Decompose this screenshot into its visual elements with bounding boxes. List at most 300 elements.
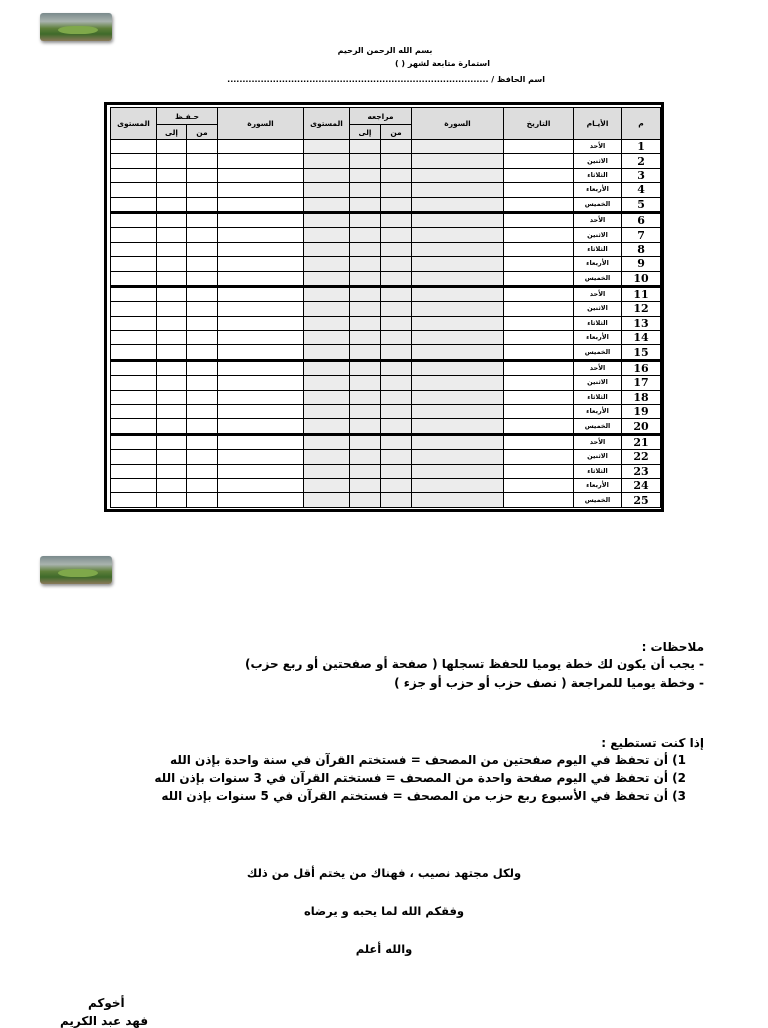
- memorize-level-cell[interactable]: [111, 405, 157, 419]
- review-level-cell[interactable]: [304, 271, 350, 286]
- memorize-level-cell[interactable]: [111, 464, 157, 478]
- review-level-cell[interactable]: [304, 464, 350, 478]
- memorize-from-cell[interactable]: [187, 197, 218, 212]
- review-surah-cell[interactable]: [412, 183, 504, 197]
- table-row: [111, 140, 661, 154]
- table-row: [111, 419, 661, 434]
- review-level-cell[interactable]: [304, 360, 350, 375]
- date-cell[interactable]: [504, 212, 574, 227]
- memorize-surah-cell[interactable]: [218, 212, 304, 227]
- review-from-cell[interactable]: [381, 316, 412, 330]
- row-number: 25: [622, 493, 661, 507]
- col-memorize: حـفـظ: [157, 108, 218, 125]
- review-level-cell[interactable]: [304, 345, 350, 360]
- review-from-cell[interactable]: [381, 478, 412, 492]
- memorize-from-cell[interactable]: [187, 493, 218, 507]
- memorize-to-cell[interactable]: [157, 434, 187, 449]
- row-day: الثلاثاء: [574, 464, 622, 478]
- review-from-cell[interactable]: [381, 331, 412, 345]
- memorize-surah-cell[interactable]: [218, 286, 304, 301]
- table-row: [111, 345, 661, 360]
- row-number: 24: [622, 478, 661, 492]
- table-row: [111, 302, 661, 316]
- row-number: 23: [622, 464, 661, 478]
- memorize-level-cell[interactable]: [111, 493, 157, 507]
- review-level-cell[interactable]: [304, 316, 350, 330]
- review-level-cell[interactable]: [304, 140, 350, 154]
- memorize-level-cell[interactable]: [111, 434, 157, 449]
- closing-line-2: وفقكم الله لما يحبه و يرضاه: [303, 904, 465, 918]
- ability-title: إذا كنت تستطيع :: [601, 736, 704, 750]
- review-surah-cell[interactable]: [412, 331, 504, 345]
- date-cell[interactable]: [504, 390, 574, 404]
- review-surah-cell[interactable]: [412, 257, 504, 271]
- review-surah-cell[interactable]: [412, 154, 504, 168]
- date-cell[interactable]: [504, 168, 574, 182]
- review-level-cell[interactable]: [304, 405, 350, 419]
- date-cell[interactable]: [504, 360, 574, 375]
- date-cell[interactable]: [504, 493, 574, 507]
- row-day: الأحد: [574, 212, 622, 227]
- ability-line-3: 3) أن تحفظ في الأسبوع ربع حزب من المصحف = فستختم القرآن في 5 سنوات بإذن الله: [161, 789, 686, 803]
- review-level-cell[interactable]: [304, 286, 350, 301]
- review-from-cell[interactable]: [381, 493, 412, 507]
- row-number: 19: [622, 405, 661, 419]
- review-to-cell[interactable]: [350, 212, 381, 227]
- memorize-surah-cell[interactable]: [218, 376, 304, 390]
- row-number: 14: [622, 331, 661, 345]
- table-row: [111, 197, 661, 212]
- review-to-cell[interactable]: [350, 242, 381, 256]
- review-from-cell[interactable]: [381, 183, 412, 197]
- memorize-surah-cell[interactable]: [218, 197, 304, 212]
- row-day: الأربعاء: [574, 331, 622, 345]
- date-cell[interactable]: [504, 450, 574, 464]
- memorize-from-cell[interactable]: [187, 212, 218, 227]
- date-cell[interactable]: [504, 271, 574, 286]
- col-memorize-from: من: [187, 125, 218, 140]
- memorize-surah-cell[interactable]: [218, 434, 304, 449]
- memorize-from-cell[interactable]: [187, 286, 218, 301]
- row-day: الأربعاء: [574, 257, 622, 271]
- memorize-level-cell[interactable]: [111, 478, 157, 492]
- memorize-level-cell[interactable]: [111, 331, 157, 345]
- review-from-cell[interactable]: [381, 168, 412, 182]
- col-date: التاريخ: [504, 108, 574, 140]
- memorize-surah-cell[interactable]: [218, 450, 304, 464]
- memorize-from-cell[interactable]: [187, 302, 218, 316]
- review-from-cell[interactable]: [381, 376, 412, 390]
- review-to-cell[interactable]: [350, 183, 381, 197]
- memorize-to-cell[interactable]: [157, 154, 187, 168]
- memorize-to-cell[interactable]: [157, 360, 187, 375]
- col-memorize-surah: السورة: [218, 108, 304, 140]
- review-surah-cell[interactable]: [412, 464, 504, 478]
- memorize-from-cell[interactable]: [187, 478, 218, 492]
- memorize-level-cell[interactable]: [111, 140, 157, 154]
- memorize-to-cell[interactable]: [157, 286, 187, 301]
- review-from-cell[interactable]: [381, 345, 412, 360]
- memorize-surah-cell[interactable]: [218, 478, 304, 492]
- review-level-cell[interactable]: [304, 154, 350, 168]
- review-to-cell[interactable]: [350, 390, 381, 404]
- row-number: 2: [622, 154, 661, 168]
- signature-brother: أخوكم: [88, 996, 125, 1010]
- review-surah-cell[interactable]: [412, 168, 504, 182]
- memorize-level-cell[interactable]: [111, 286, 157, 301]
- memorize-from-cell[interactable]: [187, 360, 218, 375]
- notes-line-1: - يجب أن يكون لك خطة يوميا للحفظ تسجلها ( صفحة أو صفحتين أو ربع حزب): [244, 657, 704, 671]
- memorize-from-cell[interactable]: [187, 419, 218, 434]
- row-day: الاثنين: [574, 450, 622, 464]
- review-surah-cell[interactable]: [412, 228, 504, 242]
- memorize-to-cell[interactable]: [157, 390, 187, 404]
- col-days: الأيـام: [574, 108, 622, 140]
- review-from-cell[interactable]: [381, 450, 412, 464]
- memorize-level-cell[interactable]: [111, 271, 157, 286]
- memorize-from-cell[interactable]: [187, 331, 218, 345]
- date-cell[interactable]: [504, 154, 574, 168]
- col-review-level: المستوى: [304, 108, 350, 140]
- row-number: 7: [622, 228, 661, 242]
- date-cell[interactable]: [504, 197, 574, 212]
- date-cell[interactable]: [504, 183, 574, 197]
- memorize-to-cell[interactable]: [157, 168, 187, 182]
- row-number: 17: [622, 376, 661, 390]
- review-level-cell[interactable]: [304, 228, 350, 242]
- col-review-from: من: [381, 125, 412, 140]
- row-day: الثلاثاء: [574, 168, 622, 182]
- review-level-cell[interactable]: [304, 450, 350, 464]
- row-day: الاثنين: [574, 154, 622, 168]
- review-level-cell[interactable]: [304, 257, 350, 271]
- memorize-from-cell[interactable]: [187, 345, 218, 360]
- memorize-level-cell[interactable]: [111, 228, 157, 242]
- row-day: الخميس: [574, 493, 622, 507]
- memorize-to-cell[interactable]: [157, 478, 187, 492]
- memorize-to-cell[interactable]: [157, 376, 187, 390]
- date-cell[interactable]: [504, 345, 574, 360]
- memorize-level-cell[interactable]: [111, 257, 157, 271]
- memorize-from-cell[interactable]: [187, 154, 218, 168]
- review-from-cell[interactable]: [381, 154, 412, 168]
- memorize-surah-cell[interactable]: [218, 183, 304, 197]
- ability-line-2: 2) أن تحفظ في اليوم صفحة واحدة من المصحف = فستختم القرآن في 3 سنوات بإذن الله: [154, 771, 686, 785]
- date-cell[interactable]: [504, 434, 574, 449]
- memorize-from-cell[interactable]: [187, 183, 218, 197]
- review-level-cell[interactable]: [304, 183, 350, 197]
- review-to-cell[interactable]: [350, 331, 381, 345]
- review-from-cell[interactable]: [381, 140, 412, 154]
- review-to-cell[interactable]: [350, 140, 381, 154]
- review-to-cell[interactable]: [350, 478, 381, 492]
- memorize-from-cell[interactable]: [187, 464, 218, 478]
- memorize-surah-cell[interactable]: [218, 493, 304, 507]
- memorize-from-cell[interactable]: [187, 140, 218, 154]
- memorize-surah-cell[interactable]: [218, 168, 304, 182]
- memorize-surah-cell[interactable]: [218, 140, 304, 154]
- review-from-cell[interactable]: [381, 464, 412, 478]
- memorize-from-cell[interactable]: [187, 242, 218, 256]
- memorize-level-cell[interactable]: [111, 360, 157, 375]
- review-surah-cell[interactable]: [412, 493, 504, 507]
- date-cell[interactable]: [504, 376, 574, 390]
- table-row: [111, 183, 661, 197]
- review-surah-cell[interactable]: [412, 360, 504, 375]
- memorize-to-cell[interactable]: [157, 197, 187, 212]
- review-to-cell[interactable]: [350, 464, 381, 478]
- review-to-cell[interactable]: [350, 228, 381, 242]
- memorize-surah-cell[interactable]: [218, 316, 304, 330]
- memorize-surah-cell[interactable]: [218, 390, 304, 404]
- table-row: [111, 450, 661, 464]
- review-level-cell[interactable]: [304, 376, 350, 390]
- tracking-table: [110, 107, 661, 508]
- date-cell[interactable]: [504, 140, 574, 154]
- memorize-level-cell[interactable]: [111, 183, 157, 197]
- review-to-cell[interactable]: [350, 434, 381, 449]
- review-level-cell[interactable]: [304, 434, 350, 449]
- form-title: استمارة متابعة لشهر ( ): [394, 59, 490, 68]
- review-level-cell[interactable]: [304, 478, 350, 492]
- row-day: الخميس: [574, 271, 622, 286]
- row-number: 5: [622, 197, 661, 212]
- review-to-cell[interactable]: [350, 405, 381, 419]
- memorize-from-cell[interactable]: [187, 257, 218, 271]
- review-from-cell[interactable]: [381, 434, 412, 449]
- memorize-to-cell[interactable]: [157, 302, 187, 316]
- memorize-level-cell[interactable]: [111, 316, 157, 330]
- review-surah-cell[interactable]: [412, 242, 504, 256]
- review-to-cell[interactable]: [350, 168, 381, 182]
- logo-image: [40, 556, 112, 584]
- memorize-level-cell[interactable]: [111, 419, 157, 434]
- review-level-cell[interactable]: [304, 390, 350, 404]
- review-surah-cell[interactable]: [412, 302, 504, 316]
- memorize-surah-cell[interactable]: [218, 419, 304, 434]
- row-number: 20: [622, 419, 661, 434]
- review-from-cell[interactable]: [381, 390, 412, 404]
- memorize-from-cell[interactable]: [187, 228, 218, 242]
- review-level-cell[interactable]: [304, 242, 350, 256]
- row-number: 12: [622, 302, 661, 316]
- basmala: بسم الله الرحمن الرحيم: [337, 46, 433, 55]
- memorize-level-cell[interactable]: [111, 154, 157, 168]
- memorize-to-cell[interactable]: [157, 464, 187, 478]
- memorize-surah-cell[interactable]: [218, 464, 304, 478]
- review-surah-cell[interactable]: [412, 286, 504, 301]
- table-row: [111, 331, 661, 345]
- date-cell[interactable]: [504, 286, 574, 301]
- memorize-surah-cell[interactable]: [218, 154, 304, 168]
- review-to-cell[interactable]: [350, 419, 381, 434]
- logo-image: [40, 13, 112, 41]
- memorize-surah-cell[interactable]: [218, 242, 304, 256]
- review-surah-cell[interactable]: [412, 478, 504, 492]
- review-surah-cell[interactable]: [412, 419, 504, 434]
- memorize-to-cell[interactable]: [157, 316, 187, 330]
- memorize-surah-cell[interactable]: [218, 405, 304, 419]
- memorize-level-cell[interactable]: [111, 390, 157, 404]
- memorize-from-cell[interactable]: [187, 434, 218, 449]
- review-to-cell[interactable]: [350, 360, 381, 375]
- date-cell[interactable]: [504, 257, 574, 271]
- memorize-from-cell[interactable]: [187, 450, 218, 464]
- memorize-to-cell[interactable]: [157, 345, 187, 360]
- memorize-from-cell[interactable]: [187, 316, 218, 330]
- date-cell[interactable]: [504, 242, 574, 256]
- memorize-to-cell[interactable]: [157, 331, 187, 345]
- review-from-cell[interactable]: [381, 286, 412, 301]
- memorize-from-cell[interactable]: [187, 168, 218, 182]
- memorize-to-cell[interactable]: [157, 257, 187, 271]
- memorize-to-cell[interactable]: [157, 140, 187, 154]
- memorize-level-cell[interactable]: [111, 212, 157, 227]
- review-surah-cell[interactable]: [412, 316, 504, 330]
- memorize-surah-cell[interactable]: [218, 302, 304, 316]
- memorize-level-cell[interactable]: [111, 345, 157, 360]
- table-row: [111, 360, 661, 375]
- memorize-from-cell[interactable]: [187, 376, 218, 390]
- memorize-level-cell[interactable]: [111, 242, 157, 256]
- date-cell[interactable]: [504, 419, 574, 434]
- row-number: 15: [622, 345, 661, 360]
- row-day: الخميس: [574, 197, 622, 212]
- notes-line-2: - وخطة يوميا للمراجعة ( نصف حزب أو حزب أو جزء ): [394, 676, 704, 690]
- review-from-cell[interactable]: [381, 302, 412, 316]
- review-to-cell[interactable]: [350, 302, 381, 316]
- row-day: الاثنين: [574, 302, 622, 316]
- col-num: م: [622, 108, 661, 140]
- memorize-surah-cell[interactable]: [218, 331, 304, 345]
- memorize-level-cell[interactable]: [111, 197, 157, 212]
- memorize-surah-cell[interactable]: [218, 271, 304, 286]
- row-number: 4: [622, 183, 661, 197]
- row-day: الأربعاء: [574, 478, 622, 492]
- closing-line-1: ولكل مجتهد نصيب ، فهناك من يختم أقل من ذلك: [246, 866, 522, 880]
- review-level-cell[interactable]: [304, 419, 350, 434]
- review-surah-cell[interactable]: [412, 271, 504, 286]
- review-from-cell[interactable]: [381, 257, 412, 271]
- memorize-to-cell[interactable]: [157, 183, 187, 197]
- memorize-from-cell[interactable]: [187, 271, 218, 286]
- review-surah-cell[interactable]: [412, 450, 504, 464]
- review-surah-cell[interactable]: [412, 212, 504, 227]
- review-level-cell[interactable]: [304, 168, 350, 182]
- review-from-cell[interactable]: [381, 242, 412, 256]
- memorize-level-cell[interactable]: [111, 376, 157, 390]
- memorize-surah-cell[interactable]: [218, 360, 304, 375]
- review-surah-cell[interactable]: [412, 434, 504, 449]
- table-row: [111, 390, 661, 404]
- memorize-to-cell[interactable]: [157, 242, 187, 256]
- row-day: الثلاثاء: [574, 390, 622, 404]
- row-number: 11: [622, 286, 661, 301]
- review-surah-cell[interactable]: [412, 405, 504, 419]
- date-cell[interactable]: [504, 331, 574, 345]
- signature-name: فهد عبد الكريم: [60, 1014, 149, 1028]
- row-number: 16: [622, 360, 661, 375]
- memorize-surah-cell[interactable]: [218, 228, 304, 242]
- review-from-cell[interactable]: [381, 212, 412, 227]
- review-to-cell[interactable]: [350, 376, 381, 390]
- review-from-cell[interactable]: [381, 197, 412, 212]
- review-to-cell[interactable]: [350, 286, 381, 301]
- date-cell[interactable]: [504, 302, 574, 316]
- review-to-cell[interactable]: [350, 197, 381, 212]
- review-surah-cell[interactable]: [412, 390, 504, 404]
- row-number: 3: [622, 168, 661, 182]
- review-from-cell[interactable]: [381, 405, 412, 419]
- review-from-cell[interactable]: [381, 228, 412, 242]
- date-cell[interactable]: [504, 478, 574, 492]
- review-to-cell[interactable]: [350, 316, 381, 330]
- review-to-cell[interactable]: [350, 257, 381, 271]
- review-to-cell[interactable]: [350, 271, 381, 286]
- memorize-to-cell[interactable]: [157, 212, 187, 227]
- tracking-sheet: [104, 102, 664, 512]
- review-level-cell[interactable]: [304, 331, 350, 345]
- memorize-to-cell[interactable]: [157, 450, 187, 464]
- row-number: 8: [622, 242, 661, 256]
- row-day: الأحد: [574, 286, 622, 301]
- review-from-cell[interactable]: [381, 419, 412, 434]
- review-level-cell[interactable]: [304, 302, 350, 316]
- date-cell[interactable]: [504, 464, 574, 478]
- memorize-surah-cell[interactable]: [218, 345, 304, 360]
- review-level-cell[interactable]: [304, 212, 350, 227]
- review-surah-cell[interactable]: [412, 376, 504, 390]
- memorize-from-cell[interactable]: [187, 405, 218, 419]
- memorize-to-cell[interactable]: [157, 228, 187, 242]
- memorize-level-cell[interactable]: [111, 302, 157, 316]
- table-row: [111, 286, 661, 301]
- review-from-cell[interactable]: [381, 271, 412, 286]
- table-row: [111, 478, 661, 492]
- review-to-cell[interactable]: [350, 450, 381, 464]
- memorize-to-cell[interactable]: [157, 419, 187, 434]
- memorize-to-cell[interactable]: [157, 493, 187, 507]
- review-from-cell[interactable]: [381, 360, 412, 375]
- memorize-to-cell[interactable]: [157, 271, 187, 286]
- row-number: 9: [622, 257, 661, 271]
- review-to-cell[interactable]: [350, 493, 381, 507]
- row-number: 1: [622, 140, 661, 154]
- row-day: الأربعاء: [574, 183, 622, 197]
- table-row: [111, 154, 661, 168]
- review-to-cell[interactable]: [350, 154, 381, 168]
- memorize-from-cell[interactable]: [187, 390, 218, 404]
- date-cell[interactable]: [504, 316, 574, 330]
- review-surah-cell[interactable]: [412, 140, 504, 154]
- row-number: 10: [622, 271, 661, 286]
- review-level-cell[interactable]: [304, 493, 350, 507]
- date-cell[interactable]: [504, 228, 574, 242]
- memorize-to-cell[interactable]: [157, 405, 187, 419]
- memorize-surah-cell[interactable]: [218, 257, 304, 271]
- row-number: 22: [622, 450, 661, 464]
- row-day: الاثنين: [574, 376, 622, 390]
- date-cell[interactable]: [504, 405, 574, 419]
- row-day: الخميس: [574, 345, 622, 360]
- ability-line-1: 1) أن تحفظ في اليوم صفحتين من المصحف = فستختم القرآن في سنة واحدة بإذن الله: [170, 753, 686, 767]
- review-surah-cell[interactable]: [412, 197, 504, 212]
- review-to-cell[interactable]: [350, 345, 381, 360]
- memorize-level-cell[interactable]: [111, 168, 157, 182]
- review-level-cell[interactable]: [304, 197, 350, 212]
- review-surah-cell[interactable]: [412, 345, 504, 360]
- memorize-level-cell[interactable]: [111, 450, 157, 464]
